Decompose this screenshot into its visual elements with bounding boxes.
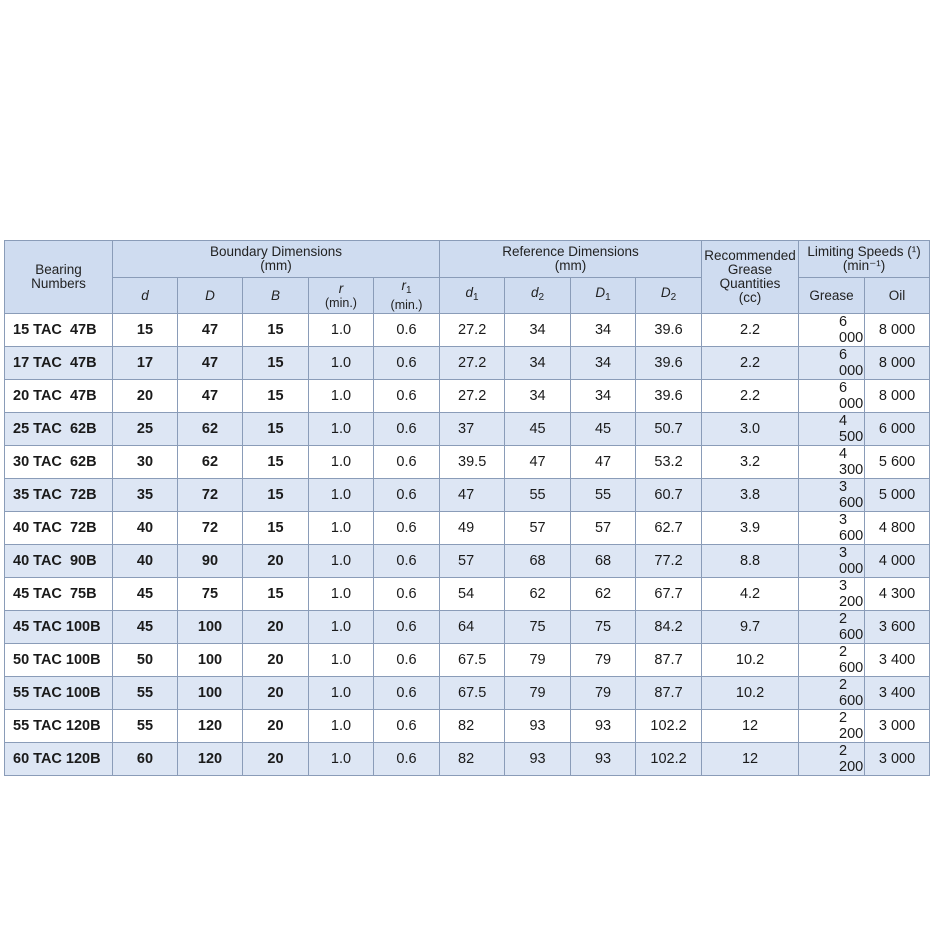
D2-value: 87.7 (636, 644, 702, 677)
bearing-number: 55 TAC 120B (5, 710, 113, 743)
bearing-number: 45 TAC 100B (5, 611, 113, 644)
D2-value: 87.7 (636, 677, 702, 710)
d1-value: 27.2 (440, 380, 505, 413)
B-value: 20 (243, 710, 309, 743)
oil-speed: 3 000 (865, 743, 930, 776)
grease-speed: 6 000 (799, 347, 865, 380)
D2-value: 62.7 (636, 512, 702, 545)
col-d1: $d_1$ (440, 278, 505, 314)
grease-quantity: 3.2 (702, 446, 799, 479)
bearing-number: 60 TAC 120B (5, 743, 113, 776)
r-value: 1.0 (309, 743, 374, 776)
r1-value: 0.6 (374, 578, 440, 611)
d1-value: 67.5 (440, 677, 505, 710)
grease-speed: 4 300 (799, 446, 865, 479)
grease-quantities-header (702, 241, 799, 314)
table-row (5, 512, 930, 545)
boundary-unit: (mm) (260, 258, 292, 273)
B-value: 20 (243, 644, 309, 677)
r-value: 1.0 (309, 710, 374, 743)
grease-line3: Quantities (719, 276, 781, 291)
d1-value: 27.2 (440, 347, 505, 380)
table-row (5, 545, 930, 578)
grease-speed: 6 000 (799, 380, 865, 413)
d2-value: 55 (505, 479, 571, 512)
col-B: B (243, 278, 309, 314)
r1-value: 0.6 (374, 479, 440, 512)
r1-value: 0.6 (374, 512, 440, 545)
D1-value: 57 (571, 512, 636, 545)
r-value: 1.0 (309, 347, 374, 380)
d1-value: 37 (440, 413, 505, 446)
r-value: 1.0 (309, 611, 374, 644)
d1-value: 47 (440, 479, 505, 512)
boundary-title: Boundary Dimensions (209, 244, 343, 259)
table-row (5, 314, 930, 347)
d-value: 20 (113, 380, 178, 413)
table-row (5, 677, 930, 710)
grease-speed: 2 200 (799, 743, 865, 776)
d2-value: 79 (505, 677, 571, 710)
oil-speed: 3 400 (865, 644, 930, 677)
col-D2: $D_2$ (636, 278, 702, 314)
grease-quantity: 2.2 (702, 347, 799, 380)
d-value: 15 (113, 314, 178, 347)
table-body (5, 314, 930, 776)
D2-value: 39.6 (636, 380, 702, 413)
d1-value: 67.5 (440, 644, 505, 677)
d1-value: 57 (440, 545, 505, 578)
r-value: 1.0 (309, 677, 374, 710)
bearing-numbers-header: Bearing Numbers (5, 241, 113, 314)
d2-value: 93 (505, 743, 571, 776)
table-row (5, 380, 930, 413)
grease-quantity: 2.2 (702, 380, 799, 413)
D1-value: 68 (571, 545, 636, 578)
D1-value: 47 (571, 446, 636, 479)
D-value: 120 (178, 710, 243, 743)
speeds-title: Limiting Speeds (¹) (807, 244, 921, 259)
d2-value: 34 (505, 347, 571, 380)
D-value: 100 (178, 677, 243, 710)
D1-value: 34 (571, 314, 636, 347)
d2-value: 47 (505, 446, 571, 479)
D2-value: 50.7 (636, 413, 702, 446)
boundary-dimensions-header (113, 241, 440, 278)
bearing-number: 40 TAC 90B (5, 545, 113, 578)
grease-quantity: 2.2 (702, 314, 799, 347)
r1-value: 0.6 (374, 545, 440, 578)
grease-speed: 2 200 (799, 710, 865, 743)
r-value: 1.0 (309, 413, 374, 446)
col-d2: $d_2$ (505, 278, 571, 314)
table-row (5, 710, 930, 743)
D2-value: 84.2 (636, 611, 702, 644)
B-value: 20 (243, 611, 309, 644)
bearing-number: 25 TAC 62B (5, 413, 113, 446)
r-value: 1.0 (309, 380, 374, 413)
bearing-number: 40 TAC 72B (5, 512, 113, 545)
table-row (5, 413, 930, 446)
r1-value: 0.6 (374, 611, 440, 644)
r-value: 1.0 (309, 578, 374, 611)
reference-unit: (mm) (554, 258, 587, 273)
d2-value: 75 (505, 611, 571, 644)
D-value: 120 (178, 743, 243, 776)
D-value: 47 (178, 380, 243, 413)
col-oil: Oil (865, 278, 930, 314)
grease-speed: 3 200 (799, 578, 865, 611)
d1-value: 49 (440, 512, 505, 545)
D-value: 100 (178, 644, 243, 677)
oil-speed: 3 000 (865, 710, 930, 743)
B-value: 15 (243, 578, 309, 611)
D1-value: 34 (571, 347, 636, 380)
D1-value: 93 (571, 710, 636, 743)
grease-speed: 6 000 (799, 314, 865, 347)
grease-speed: 2 600 (799, 677, 865, 710)
limiting-speeds-header (799, 241, 930, 278)
grease-speed: 2 600 (799, 611, 865, 644)
oil-speed: 8 000 (865, 380, 930, 413)
D2-value: 60.7 (636, 479, 702, 512)
d-value: 17 (113, 347, 178, 380)
D2-value: 39.6 (636, 314, 702, 347)
grease-line1: Recommended (704, 248, 796, 263)
grease-quantity: 9.7 (702, 611, 799, 644)
r-value: 1.0 (309, 479, 374, 512)
grease-line2: Grease (727, 262, 773, 277)
reference-title: Reference Dimensions (502, 244, 639, 259)
r-value: 1.0 (309, 545, 374, 578)
table-row (5, 578, 930, 611)
D-value: 62 (178, 413, 243, 446)
bearing-spec-table (4, 240, 930, 776)
r1-value: 0.6 (374, 644, 440, 677)
d-value: 30 (113, 446, 178, 479)
col-D: D (178, 278, 243, 314)
D2-value: 77.2 (636, 545, 702, 578)
d-value: 45 (113, 611, 178, 644)
D-value: 47 (178, 314, 243, 347)
r1-value: 0.6 (374, 710, 440, 743)
col-r: r (min.) (309, 278, 374, 314)
speeds-unit: (min⁻¹) (842, 258, 886, 273)
bearing-number: 20 TAC 47B (5, 380, 113, 413)
r-value: 1.0 (309, 314, 374, 347)
B-value: 20 (243, 677, 309, 710)
D-value: 47 (178, 347, 243, 380)
B-value: 15 (243, 347, 309, 380)
d1-value: 82 (440, 743, 505, 776)
D-value: 90 (178, 545, 243, 578)
grease-speed: 4 500 (799, 413, 865, 446)
d1-value: 39.5 (440, 446, 505, 479)
oil-speed: 3 600 (865, 611, 930, 644)
D-value: 72 (178, 512, 243, 545)
d-value: 35 (113, 479, 178, 512)
oil-speed: 4 800 (865, 512, 930, 545)
B-value: 20 (243, 545, 309, 578)
D1-value: 79 (571, 677, 636, 710)
D-value: 100 (178, 611, 243, 644)
D-value: 75 (178, 578, 243, 611)
col-D1: $D_1$ (571, 278, 636, 314)
d1-value: 64 (440, 611, 505, 644)
grease-quantity: 4.2 (702, 578, 799, 611)
bearing-number: 35 TAC 72B (5, 479, 113, 512)
col-grease: Grease (799, 278, 865, 314)
d2-value: 93 (505, 710, 571, 743)
r1-value: 0.6 (374, 380, 440, 413)
table-row (5, 479, 930, 512)
D1-value: 62 (571, 578, 636, 611)
r1-value: 0.6 (374, 347, 440, 380)
B-value: 15 (243, 413, 309, 446)
grease-quantity: 10.2 (702, 677, 799, 710)
bearing-number: 17 TAC 47B (5, 347, 113, 380)
r1-value: 0.6 (374, 743, 440, 776)
oil-speed: 8 000 (865, 314, 930, 347)
table-row (5, 743, 930, 776)
d-value: 55 (113, 710, 178, 743)
d-value: 40 (113, 545, 178, 578)
d1-value: 82 (440, 710, 505, 743)
grease-quantity: 10.2 (702, 644, 799, 677)
grease-quantity: 8.8 (702, 545, 799, 578)
bearing-number: 55 TAC 100B (5, 677, 113, 710)
table-row (5, 347, 930, 380)
d2-value: 34 (505, 314, 571, 347)
bearing-number: 45 TAC 75B (5, 578, 113, 611)
B-value: 15 (243, 380, 309, 413)
d1-value: 27.2 (440, 314, 505, 347)
D1-value: 93 (571, 743, 636, 776)
r-value: 1.0 (309, 512, 374, 545)
d-value: 40 (113, 512, 178, 545)
grease-quantity: 12 (702, 710, 799, 743)
D1-value: 75 (571, 611, 636, 644)
r1-value: 0.6 (374, 677, 440, 710)
table-row (5, 446, 930, 479)
d2-value: 45 (505, 413, 571, 446)
oil-speed: 4 000 (865, 545, 930, 578)
D2-value: 102.2 (636, 743, 702, 776)
D-value: 72 (178, 479, 243, 512)
B-value: 20 (243, 743, 309, 776)
D2-value: 67.7 (636, 578, 702, 611)
d-value: 45 (113, 578, 178, 611)
D1-value: 79 (571, 644, 636, 677)
d2-value: 68 (505, 545, 571, 578)
B-value: 15 (243, 512, 309, 545)
oil-speed: 5 600 (865, 446, 930, 479)
D2-value: 39.6 (636, 347, 702, 380)
r-value: 1.0 (309, 644, 374, 677)
r1-value: 0.6 (374, 446, 440, 479)
D1-value: 55 (571, 479, 636, 512)
d-value: 55 (113, 677, 178, 710)
oil-speed: 5 000 (865, 479, 930, 512)
grease-speed: 3 600 (799, 512, 865, 545)
D-value: 62 (178, 446, 243, 479)
grease-speed: 3 600 (799, 479, 865, 512)
grease-quantity: 12 (702, 743, 799, 776)
grease-speed: 2 600 (799, 644, 865, 677)
table-row (5, 611, 930, 644)
table-row (5, 644, 930, 677)
D2-value: 102.2 (636, 710, 702, 743)
reference-dimensions-header (440, 241, 702, 278)
d-value: 50 (113, 644, 178, 677)
grease-quantity: 3.8 (702, 479, 799, 512)
oil-speed: 4 300 (865, 578, 930, 611)
D1-value: 45 (571, 413, 636, 446)
oil-speed: 8 000 (865, 347, 930, 380)
d2-value: 34 (505, 380, 571, 413)
B-value: 15 (243, 479, 309, 512)
col-r1: $r_1$ (min.) (374, 278, 440, 314)
col-d: d (113, 278, 178, 314)
d2-value: 79 (505, 644, 571, 677)
D2-value: 53.2 (636, 446, 702, 479)
grease-speed: 3 000 (799, 545, 865, 578)
d2-value: 62 (505, 578, 571, 611)
d2-value: 57 (505, 512, 571, 545)
d-value: 60 (113, 743, 178, 776)
bearing-number: 15 TAC 47B (5, 314, 113, 347)
bearing-number: 50 TAC 100B (5, 644, 113, 677)
grease-quantity: 3.0 (702, 413, 799, 446)
B-value: 15 (243, 446, 309, 479)
grease-line4: (cc) (738, 290, 762, 305)
r1-value: 0.6 (374, 413, 440, 446)
B-value: 15 (243, 314, 309, 347)
bearing-number: 30 TAC 62B (5, 446, 113, 479)
d1-value: 54 (440, 578, 505, 611)
d-value: 25 (113, 413, 178, 446)
oil-speed: 3 400 (865, 677, 930, 710)
oil-speed: 6 000 (865, 413, 930, 446)
grease-quantity: 3.9 (702, 512, 799, 545)
table-header (5, 241, 930, 314)
D1-value: 34 (571, 380, 636, 413)
r-value: 1.0 (309, 446, 374, 479)
r1-value: 0.6 (374, 314, 440, 347)
